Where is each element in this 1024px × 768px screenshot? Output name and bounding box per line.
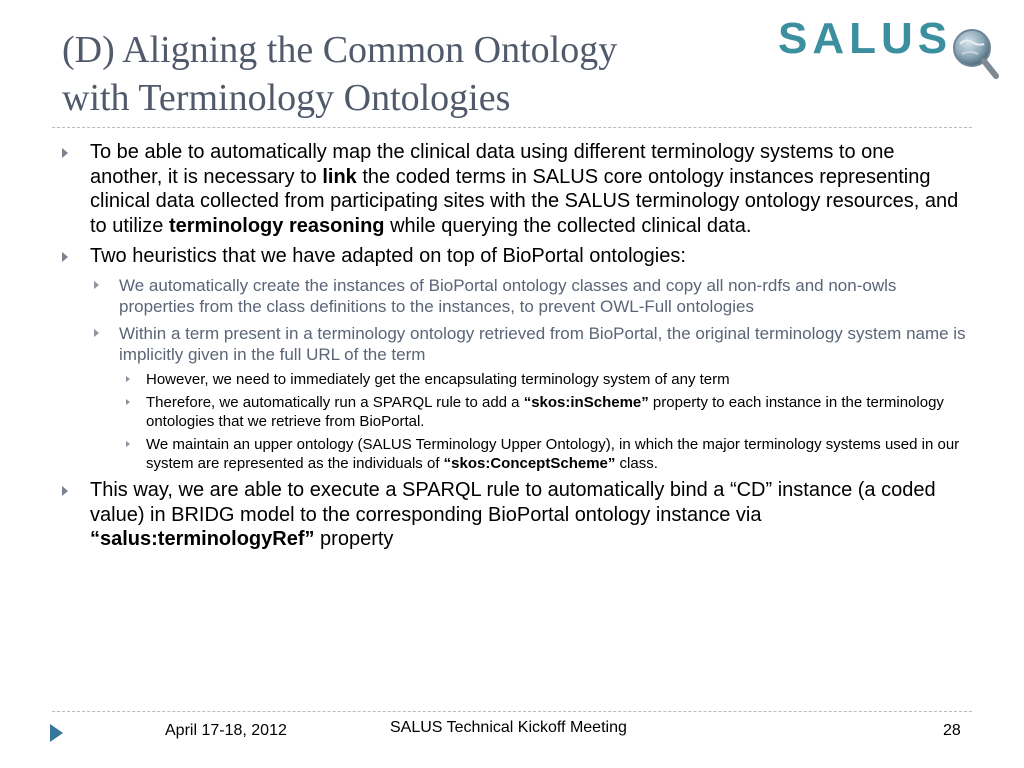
sub-bullet-text: Within a term present in a terminology ontology retrieved from BioPortal, the original terminology system name is implicitly given in the full URL of the term <box>119 323 966 364</box>
sub-bullet-text: We automatically create the instances of BioPortal ontology classes and copy all non-rdfs and non-owls properties from the class definitions to the instances, to prevent OWL-Full ontologies <box>119 275 897 316</box>
bullet-text: Two heuristics that we have adapted on top of BioPortal ontologies: <box>90 245 686 267</box>
sub-sub-bullet-item <box>122 394 970 431</box>
sub-sub-bullet-text: However, we need to immediately get the encapsulating terminology system of any term <box>146 370 730 388</box>
top-divider <box>52 127 972 128</box>
bottom-divider <box>52 711 972 712</box>
bullet-arrow-icon <box>62 148 68 158</box>
sub-sub-bullet-text: Therefore, we automatically run a SPARQL rule to add a “skos:inScheme” property to each instance in the terminology ontologies that we retrieve from BioPortal. <box>146 394 944 430</box>
bullet-arrow-icon <box>62 252 68 262</box>
magnifier-globe-icon <box>948 24 1002 84</box>
slide-title <box>62 26 762 122</box>
footer-date: April 17-18, 2012 <box>165 722 287 739</box>
sub-sub-bullet-item <box>122 436 970 473</box>
slide-body <box>60 140 970 558</box>
bullet-text: To be able to automatically map the clinical data using different terminology systems to one another, it is necessary to link the coded terms in SALUS core ontology instances representing clinical data collected from participating sites with the SALUS terminology ontology resources, and to utilize terminology reasoning while querying the collected clinical data. <box>90 141 959 237</box>
sub-bullet-item <box>90 275 970 317</box>
sub-sub-bullet-text: We maintain an upper ontology (SALUS Terminology Upper Ontology), in which the major terminology systems used in our system are represented as the individuals of “skos:ConceptScheme” class. <box>146 436 960 472</box>
bullet-arrow-icon <box>94 281 99 289</box>
bullet-arrow-icon <box>126 376 130 382</box>
bullet-item <box>60 140 970 238</box>
bullet-arrow-icon <box>126 441 130 447</box>
sub-bullet-item <box>90 323 970 365</box>
slide-title-line2: with Terminology Ontologies <box>62 77 511 119</box>
slide-title-line1: (D) Aligning the Common Ontology <box>62 29 618 71</box>
footer-arrow-icon <box>50 724 63 742</box>
bullet-arrow-icon <box>126 399 130 405</box>
bullet-item <box>60 478 970 552</box>
bullet-arrow-icon <box>94 329 99 337</box>
bullet-text: This way, we are able to execute a SPARQL rule to automatically bind a “CD” instance (a coded value) in BRIDG model to the corresponding BioPortal ontology instance via “salus:terminologyRef” property <box>90 479 936 550</box>
salus-logo <box>776 8 1006 84</box>
bullet-arrow-icon <box>62 486 68 496</box>
footer-meeting-name: SALUS Technical Kickoff Meeting <box>390 719 627 736</box>
bullet-item <box>60 244 970 269</box>
sub-sub-bullet-item <box>122 371 970 390</box>
salus-logo-text: SALUS <box>778 14 953 63</box>
slide-number: 28 <box>943 722 961 739</box>
